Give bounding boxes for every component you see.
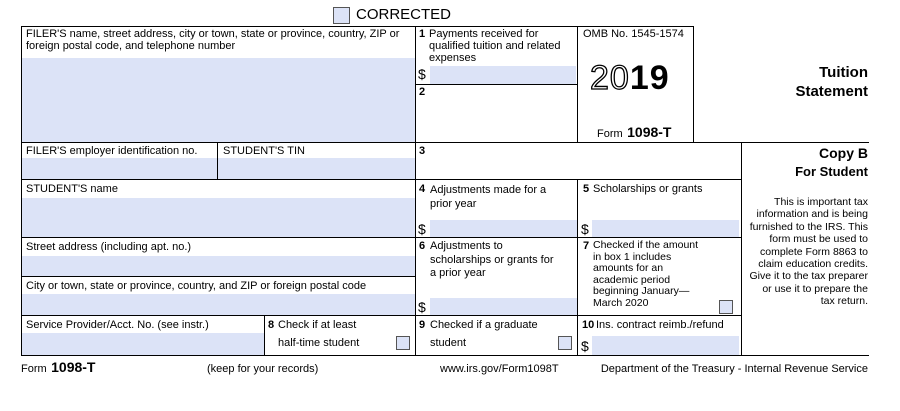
filer-ein-field[interactable] <box>21 158 217 180</box>
box6-number: 6 <box>419 240 426 252</box>
rule <box>21 179 741 180</box>
box6-label: Adjustments to scholarships or grants for a prior year <box>430 240 554 279</box>
rule <box>693 26 694 143</box>
box5-amount-field[interactable] <box>592 220 739 238</box>
box9-line2: student <box>430 337 467 349</box>
rule <box>415 26 416 356</box>
tax-year <box>590 60 670 96</box>
box7-number: 7 <box>583 240 590 252</box>
box5-dollar: $ <box>581 221 589 237</box>
rule <box>415 84 577 85</box>
box4-number: 4 <box>419 183 426 195</box>
filer-label: FILER'S name, street address, city or town, state or province, country, ZIP or foreign postal code, and telephone number <box>26 28 400 52</box>
copy-subtitle: For Student <box>795 164 868 179</box>
corrected-label: CORRECTED <box>356 6 452 23</box>
form-number: 1098-T <box>627 124 672 140</box>
box3-number: 3 <box>419 145 426 157</box>
box9-checkbox[interactable] <box>558 336 572 350</box>
tax-year-outline: 20 <box>590 59 630 97</box>
footer-keep-note: (keep for your records) <box>207 363 319 375</box>
filer-info-field[interactable] <box>21 58 415 143</box>
box10-dollar: $ <box>581 338 589 354</box>
student-tin-label: STUDENT'S TIN <box>223 145 305 157</box>
rule <box>21 26 694 27</box>
box10-amount-field[interactable] <box>592 336 739 355</box>
box2-number: 2 <box>419 86 426 98</box>
student-name-label: STUDENT'S name <box>26 183 118 195</box>
omb-number: OMB No. 1545-1574 <box>583 28 684 40</box>
box10-number: 10 <box>582 319 595 331</box>
tax-year-bold: 19 <box>629 59 670 97</box>
box4-amount-field[interactable] <box>430 220 577 238</box>
city-label: City or town, state or province, country, and ZIP or foreign postal code <box>26 280 367 292</box>
rule <box>21 237 741 238</box>
rule <box>741 142 742 356</box>
rule <box>21 315 741 316</box>
box1-number: 1 <box>419 28 426 40</box>
box8-line2: half-time student <box>278 337 360 349</box>
service-provider-field[interactable] <box>21 333 264 355</box>
box7-label: Checked if the amount in box 1 includes amounts for an academic period beginning January— March 2020 <box>593 239 699 309</box>
service-provider-label: Service Provider/Acct. No. (see instr.) <box>26 319 209 331</box>
student-tin-field[interactable] <box>218 158 415 180</box>
title-line2: Statement <box>795 83 868 100</box>
box1-dollar: $ <box>418 66 426 82</box>
box9-number: 9 <box>419 319 426 331</box>
box8-line1: Check if at least <box>278 319 357 331</box>
title-line1: Tuition <box>819 64 868 81</box>
copy-title: Copy B <box>819 145 868 161</box>
footer-department: Department of the Treasury - Internal Revenue Service <box>600 363 868 375</box>
form-id <box>597 124 671 142</box>
street-address-field[interactable] <box>21 256 415 276</box>
box1-amount-field[interactable] <box>430 66 576 84</box>
footer-form-id <box>21 359 95 377</box>
box9-label: Checked if a graduate <box>430 319 538 331</box>
rule <box>217 142 218 180</box>
footer-form-prefix: Form <box>21 363 47 375</box>
footer-form-number: 1098-T <box>51 359 96 375</box>
box8-number: 8 <box>268 319 275 331</box>
rule <box>577 26 578 143</box>
city-field[interactable] <box>21 294 415 316</box>
box8-checkbox[interactable] <box>396 336 410 350</box>
box5-label: Scholarships or grants <box>593 183 703 195</box>
rule <box>21 26 22 356</box>
box4-label: Adjustments made for a prior year <box>430 184 547 210</box>
rule <box>21 276 416 277</box>
box4-dollar: $ <box>418 221 426 237</box>
box6-amount-field[interactable] <box>430 298 577 316</box>
student-name-field[interactable] <box>21 198 415 238</box>
box5-number: 5 <box>583 183 590 195</box>
street-label: Street address (including apt. no.) <box>26 241 192 253</box>
box6-dollar: $ <box>418 299 426 315</box>
rule <box>577 179 578 356</box>
box7-checkbox[interactable] <box>719 300 733 314</box>
rule <box>264 315 265 356</box>
footer-url: www.irs.gov/Form1098T <box>440 363 559 375</box>
form-prefix: Form <box>597 128 623 140</box>
box10-label: Ins. contract reimb./refund <box>596 319 724 331</box>
filer-ein-label: FILER'S employer identification no. <box>26 145 198 157</box>
box1-label: Payments received for qualified tuition and related expenses <box>429 28 561 64</box>
copy-notice: This is important tax information and is being furnished to the IRS. This form must be used to complete Form 8863 to claim education credits. Give it to the tax preparer or use it to prepare the tax return. <box>749 196 868 308</box>
corrected-checkbox[interactable] <box>333 7 350 24</box>
